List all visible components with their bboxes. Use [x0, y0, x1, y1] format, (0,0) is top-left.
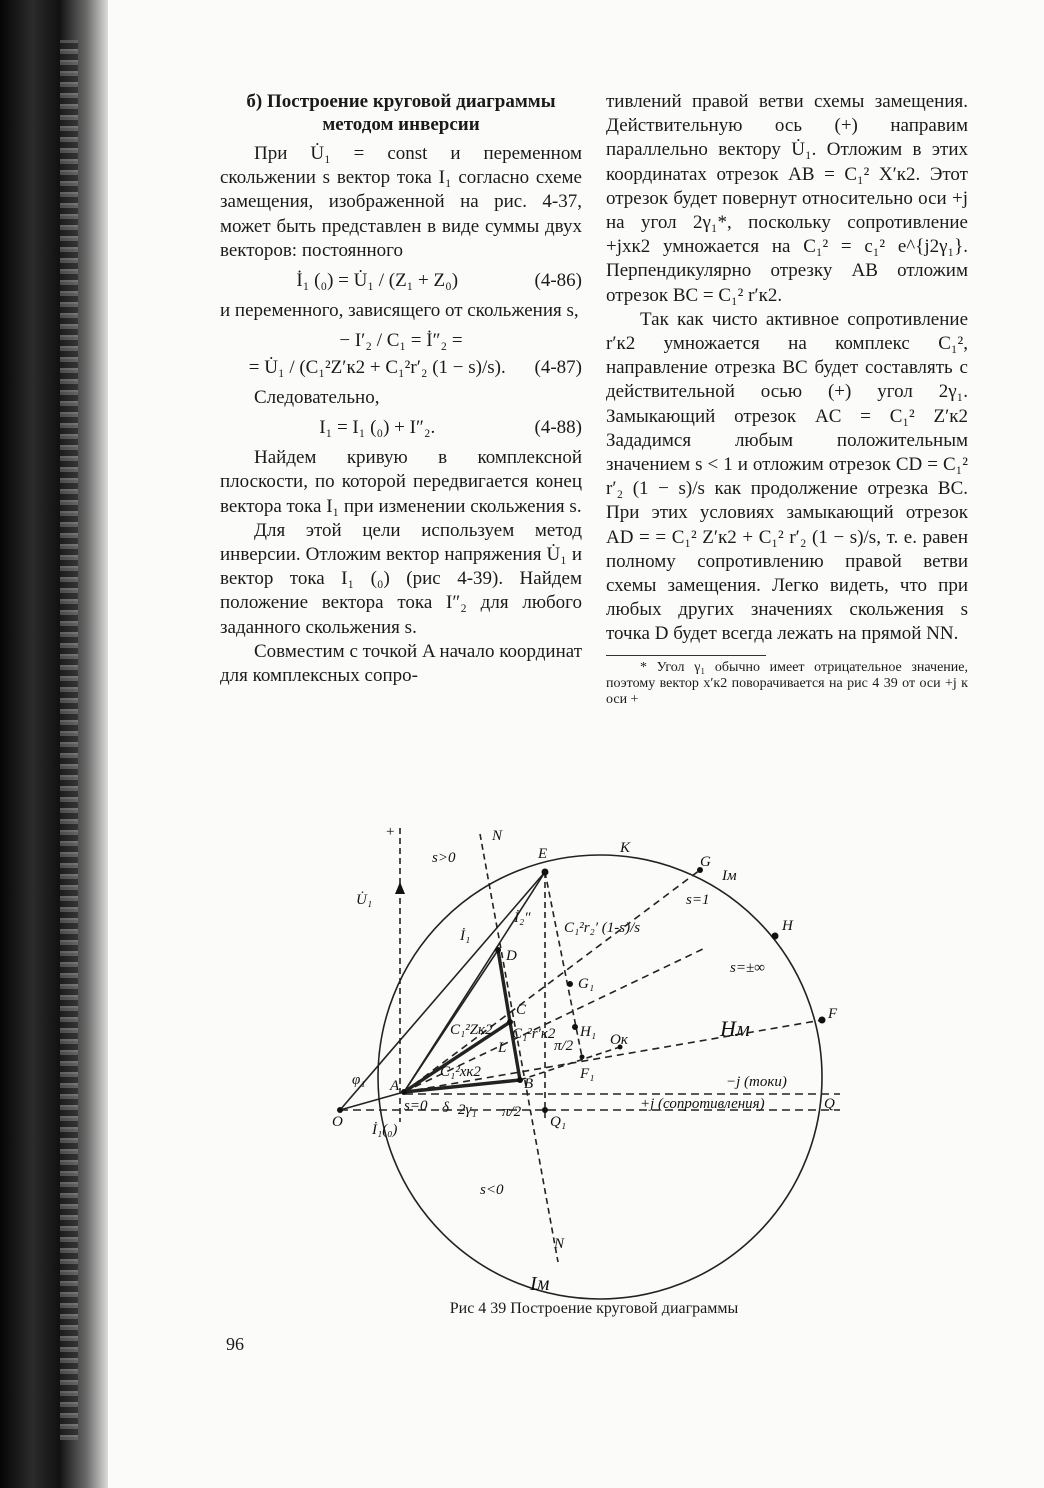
fig-label-k: K: [620, 840, 631, 856]
fig-label-i1: İ₁: [460, 928, 471, 944]
fig-label-a: A: [390, 1078, 400, 1094]
fig-label-q: Q: [824, 1096, 835, 1112]
paragraph: Для этой цели используем метод инверсии. Отложим вектор напряжения U̇₁ и вектор тока I₁ (₀) (рис 4-39). Найдем положение вектора тока I″₂ для любого заданного скольжения s.: [220, 519, 582, 638]
fig-label-minus-j: −j (токи): [726, 1074, 787, 1090]
equation-formula: İ₁ (₀) = U̇₁ / (Z₁ + Z₀): [296, 270, 459, 292]
paragraph: Совместим с точкой A начало координат для комплексных сопро-: [220, 640, 582, 687]
fig-label-n-top: N: [492, 828, 503, 844]
paragraph: Найдем кривую в комплексной плоскости, по которой передвигается конец вектора тока I₁ при изменении скольжения s.: [220, 447, 582, 517]
fig-label-c1xk2: C₁²xк2: [440, 1064, 481, 1080]
i10-vector: [340, 1092, 404, 1110]
equation-4-86: [220, 269, 582, 293]
fig-label-plus: +: [386, 824, 395, 840]
fig-label-c1rk2: C₁²r′к2: [512, 1026, 556, 1042]
fig-label-q1: Q₁: [550, 1114, 567, 1130]
right-column: [606, 90, 968, 708]
fig-label-delta: δ: [442, 1100, 449, 1116]
fig-label-i10: İ₁(₀): [372, 1122, 398, 1138]
fig-label-c1r2: C₁²r₂′ (1-s)/s: [564, 920, 641, 936]
equation-formula: I₁ = I₁ (₀) + I″₂.: [319, 417, 436, 439]
paragraph: Так как чисто активное сопротивление r′к2 умножается на комплекс C₁², направление отрезка BC будет составлять с действительной осью (+) угол 2γ₁. Замыкающий отрезок AC = C₁² Z′к2 Зададимся любым положительным значением s < 1 и отложим отрезок CD = C₁² r′₂ (1 − s)/s как продолжение отрезка BC. При этих условиях замыкающий отрезок AD = = C₁² Z′к2 + C₁² r′₂ (1 − s)/s, т. е. равен полному сопротивлению правой ветви схемы замещения. Легко видеть, что при любых других значениях скольжения s точка D будет всегда лежать на прямой NN.: [606, 308, 968, 645]
fig-label-f1: F₁: [580, 1066, 595, 1082]
fig-label-g1: G₁: [578, 976, 595, 992]
paragraph: тивлений правой ветви схемы замещения. Действительную ось (+) направим параллельно вектору U̇₁. Отложим в этих координатах отрезок AB = C₁² X′к2. Этот отрезок будет повернут относительно оси +j на угол 2γ₁*, поскольку сопротивление +jxк2 умножается на C₁² = c₁² e^{j2γ₁}. Перпендикулярно отрезку AB отложим отрезок BC = C₁² r′к2.: [606, 91, 968, 306]
fig-label-h: H: [782, 918, 793, 934]
paragraph: Следовательно,: [254, 386, 380, 408]
fig-label-b: B: [524, 1076, 534, 1092]
fig-label-plus-j: +j (сопротивления): [640, 1096, 765, 1112]
fig-label-e: E: [538, 846, 548, 862]
arrow-head-icon: [395, 882, 405, 894]
left-column: [220, 90, 582, 688]
fig-label-sinf: s=±∞: [730, 960, 765, 976]
equation-formula-line1: − I′₂ / C₁ = İ″₂ =: [339, 330, 463, 352]
fig-label-n-bottom: N: [554, 1236, 565, 1252]
fig-label-bottom: Iм: [530, 1273, 550, 1295]
fig-label-s0: s=0: [404, 1098, 428, 1114]
fig-label-g: G: [700, 854, 711, 870]
equation-4-88: [220, 416, 582, 440]
circle-diagram-figure: [330, 822, 850, 1312]
footnote: * Угол γ₁ обычно имеет отрицательное значение, поэтому вектор x′к2 поворачивается на рис 4 39 от оси +j к оси +: [606, 659, 968, 707]
fig-label-pi2-b: π/2: [502, 1104, 522, 1120]
fig-label-hm: Hм: [720, 1016, 750, 1041]
equation-number: (4-88): [534, 417, 582, 439]
fig-label-s-pos: s>0: [432, 850, 456, 866]
fig-label-c1zk2: C₁²Zк2: [450, 1022, 493, 1038]
paragraph: и переменного, зависящего от скольжения s,: [220, 300, 579, 322]
fig-label-s-neg: s<0: [480, 1182, 504, 1198]
equation-number: (4-87): [534, 356, 582, 378]
fig-label-im: Iм: [722, 868, 737, 884]
fig-label-h1: H₁: [580, 1024, 597, 1040]
section-heading: б) Построение круговой диаграммы методом инверсии: [246, 91, 556, 135]
fig-label-l: L: [498, 1040, 507, 1056]
equation-number: (4-86): [534, 270, 582, 292]
fig-label-s1: s=1: [686, 892, 710, 908]
fig-label-pi2-a: π/2: [554, 1038, 574, 1054]
scan-binding-texture: [60, 40, 78, 1440]
fig-label-f: F: [828, 1006, 838, 1022]
page-number: 96: [226, 1334, 244, 1354]
fig-label-d: D: [506, 948, 517, 964]
fig-label-phi1: φ₁: [352, 1072, 366, 1088]
fig-label-u1: U̇₁: [356, 892, 373, 908]
paragraph: При U̇₁ = const и переменном скольжении s вектор тока I₁ согласно схеме замещения, изображенной на рис. 4-37, может быть представлен в виде суммы двух векторов: постоянного: [220, 143, 582, 261]
figure-caption: Рис 4 39 Построение круговой диаграммы: [449, 1300, 739, 1317]
fig-label-c: C: [516, 1002, 527, 1018]
equation-4-87: [220, 329, 582, 379]
fig-label-ok: Oк: [610, 1032, 628, 1048]
fig-label-o: O: [332, 1114, 343, 1130]
fig-label-2gamma: 2γ₁: [458, 1102, 477, 1118]
scan-binding-edge: [0, 0, 108, 1488]
equation-formula-line2: = U̇₁ / (C₁²Z′к2 + C₁²r′₂ (1 − s)/s).: [248, 356, 506, 378]
fig-label-i2: İ₂″: [514, 910, 531, 926]
